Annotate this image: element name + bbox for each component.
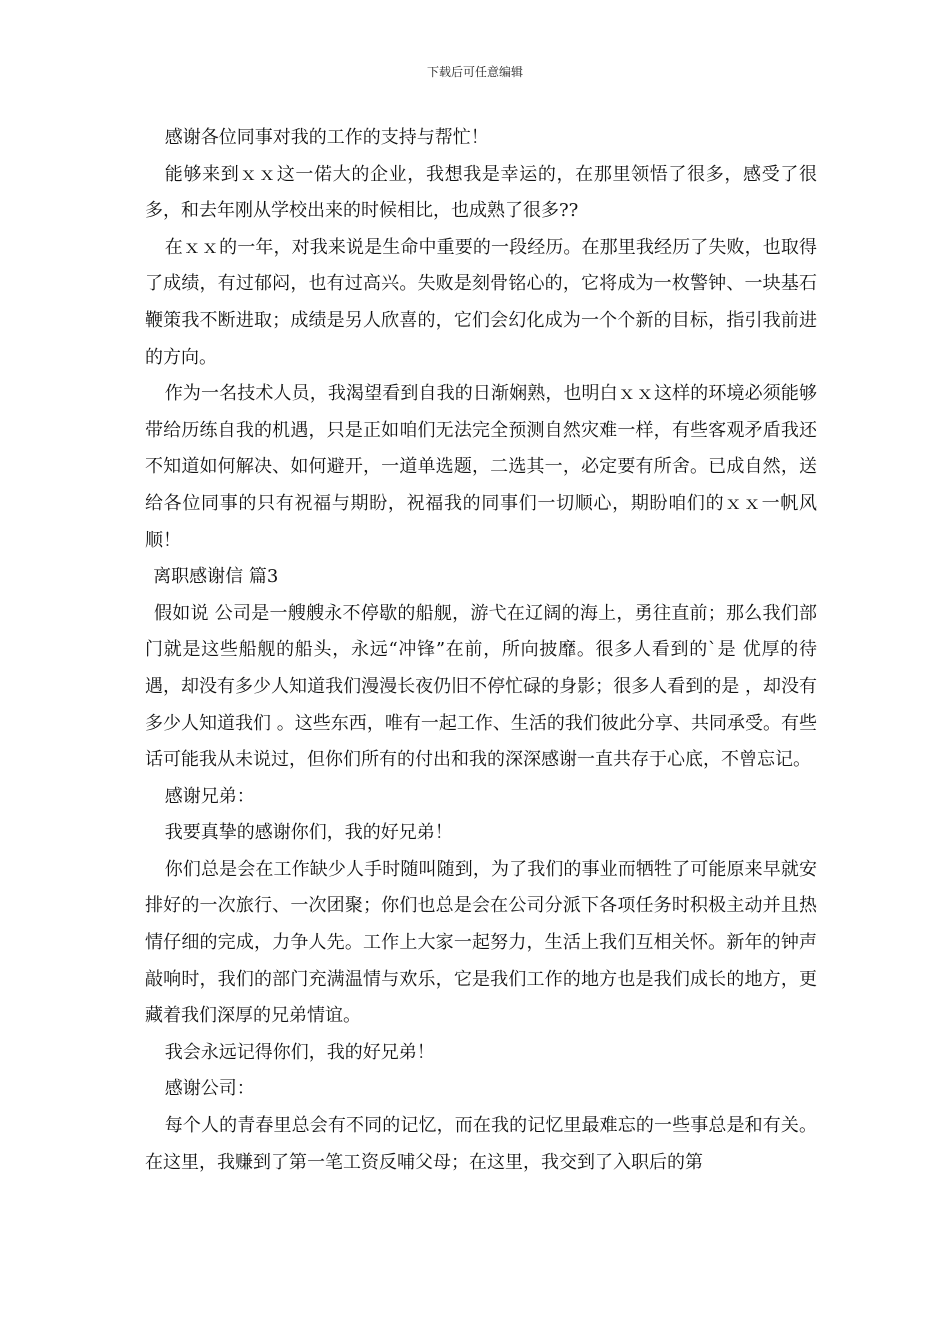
paragraph-fortunate: 能够来到ｘｘ这一偌大的企业，我想我是幸运的，在那里领悟了很多，感受了很多，和去年刚从学校出来的时候相比，也成熟了很多?? — [145, 163, 817, 222]
paragraph-thanks-brothers-label: 感谢兄弟： — [164, 785, 255, 807]
paragraph-ship-metaphor: 假如说 公司是一艘艘永不停歇的船舰，游弋在辽阔的海上，勇往直前；那么我们部门就是这些船舰的船头，永远“冲锋”在前，所向披靡。很多人看到的`是 优厚的待遇，却没有多少人知道我们漫漫长夜仍旧不停忙碌的身影；很多人看到的是 ，却没有多少人知道我们 。这些东西，唯有一起工作、生活的我们彼此分享、共同承受。有些话可能我从未说过，但你们所有的付出和我的深深感谢一直共存于心底，不曾忘记。 — [145, 602, 817, 771]
paragraph-youth-memories: 每个人的青春里总会有不同的记忆，而在我的记忆里最难忘的一些事总是和有关。在这里，我赚到了第一笔工资反哺父母；在这里，我交到了入职后的第 — [145, 1115, 817, 1173]
paragraph-experience: 在ｘｘ的一年，对我来说是生命中重要的一段经历。在那里我经历了失败，也取得了成绩，有过郁闷，也有过高兴。失败是刻骨铭心的，它将成为一枚警钟、一块基石鞭策我不断进取；成绩是另人欣喜的，它们会幻化成为一个个新的目标，指引我前进的方向。 — [145, 236, 817, 368]
paragraph-thanks-company-label: 感谢公司： — [164, 1078, 255, 1100]
paragraph-remember-you: 我会永远记得你们，我的好兄弟！ — [164, 1041, 435, 1063]
paragraph-always-there: 你们总是会在工作缺少人手时随叫随到，为了我们的事业而牺牲了可能原来早就安排好的一次旅行、一次团聚；你们也总是会在公司分派下各项任务时积极主动并且热情仔细的完成，力争人先。工作上大家一起努力，生活上我们互相关怀。新年的钟声敲响时，我们的部门充满温情与欢乐，它是我们工作的地方也是我们成长的地方，更藏着我们深厚的兄弟情谊。 — [145, 858, 817, 1027]
paragraph-technician: 作为一名技术人员，我渴望看到自我的日渐娴熟，也明白ｘｘ这样的环境必须能够带给历练自我的机遇，只是正如咱们无法完全预测自然灾难一样，有些客观矛盾我还不知道如何解决、如何避开，一道单选题，二选其一，必定要有所舍。已成自然，送给各位同事的只有祝福与期盼，祝福我的同事们一切顺心，期盼咱们的ｘｘ一帆风顺！ — [145, 383, 817, 551]
section-heading: 离职感谢信 篇3 — [153, 566, 279, 588]
paragraph-thanks-colleagues: 感谢各位同事对我的工作的支持与帮忙！ — [164, 127, 489, 148]
document-body — [145, 120, 817, 1181]
page-header: 下载后可任意编辑 — [426, 65, 523, 79]
paragraph-sincere-thanks: 我要真挚的感谢你们，我的好兄弟！ — [164, 822, 453, 844]
